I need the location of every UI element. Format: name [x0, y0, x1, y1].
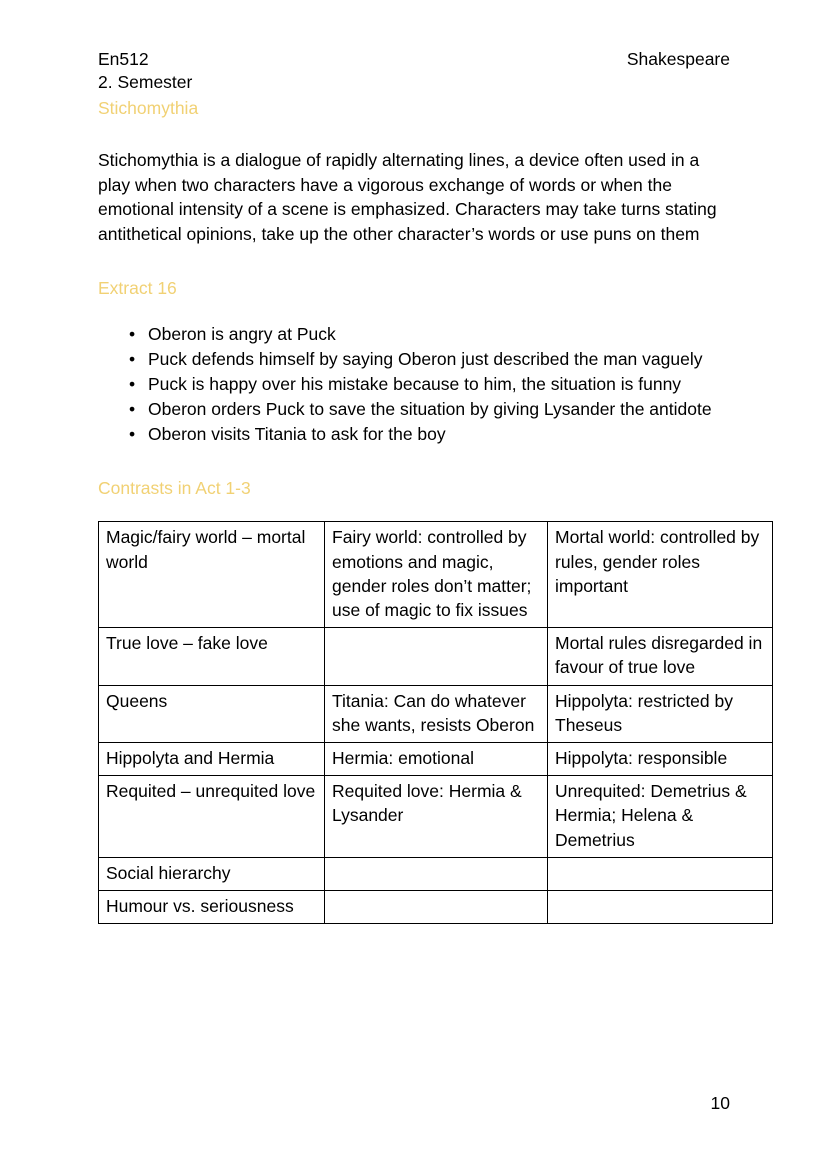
- table-cell-theme: Magic/fairy world – mortal world: [99, 522, 325, 628]
- extract-bullet-list: [98, 322, 730, 446]
- section-heading-extract: Extract 16: [98, 278, 177, 299]
- table-row: [99, 891, 773, 924]
- spacer: [98, 300, 730, 322]
- course-subject: Shakespeare: [626, 49, 730, 69]
- table-cell-fairy: [325, 891, 548, 924]
- section-heading-stichomythia: Stichomythia: [98, 98, 199, 118]
- list-item-text: Puck is happy over his mistake because to him, the situation is funny: [148, 373, 682, 394]
- list-item-text: Oberon visits Titania to ask for the boy: [148, 423, 446, 444]
- course-code: En512: [98, 49, 149, 69]
- table-cell-theme: Humour vs. seriousness: [99, 891, 325, 924]
- table-cell-theme: True love – fake love: [99, 628, 325, 685]
- table-row: [99, 776, 773, 858]
- list-item: [98, 322, 730, 347]
- contrasts-table: [98, 521, 773, 924]
- table-cell-fairy: Titania: Can do whatever she wants, resists Oberon: [325, 685, 548, 742]
- spacer: [98, 446, 730, 477]
- page-number: 10: [710, 1093, 730, 1113]
- table-cell-fairy: Fairy world: controlled by emotions and magic, gender roles don’t matter; use of magic to fix issues: [325, 522, 548, 628]
- table-cell-mortal: Mortal rules disregarded in favour of true love: [548, 628, 773, 685]
- stichomythia-paragraph: Stichomythia is a dialogue of rapidly alternating lines, a device often used in a play when two characters have a vigorous exchange of words or when the emotional intensity of a scene is emphasized. Characters may take turns stating antithetical opinions, take up the other character’s words or use puns on them: [98, 150, 717, 244]
- table-cell-mortal: [548, 857, 773, 890]
- table-row: [99, 522, 773, 628]
- spacer: [98, 120, 730, 148]
- table-cell-theme: Social hierarchy: [99, 857, 325, 890]
- bullet-icon: •: [129, 324, 136, 345]
- table-cell-fairy: [325, 857, 548, 890]
- table-cell-mortal: Hippolyta: restricted by Theseus: [548, 685, 773, 742]
- table-cell-fairy: [325, 628, 548, 685]
- table-cell-mortal: Mortal world: controlled by rules, gender roles important: [548, 522, 773, 628]
- bullet-icon: •: [129, 373, 136, 394]
- spacer: [98, 246, 730, 277]
- section-heading-contrasts: Contrasts in Act 1-3: [98, 478, 251, 499]
- table-row: [99, 857, 773, 890]
- list-item: [98, 397, 730, 422]
- table-cell-theme: Queens: [99, 685, 325, 742]
- list-item-text: Puck defends himself by saying Oberon just described the man vaguely: [148, 349, 703, 370]
- course-line: [98, 48, 730, 71]
- list-item-text: Oberon is angry at Puck: [148, 324, 336, 345]
- bullet-icon: •: [129, 398, 136, 419]
- list-item-text: Oberon orders Puck to save the situation by giving Lysander the antidote: [148, 398, 712, 419]
- semester-label: 2. Semester: [98, 72, 193, 92]
- table-cell-theme: Requited – unrequited love: [99, 776, 325, 858]
- table-cell-fairy: Requited love: Hermia & Lysander: [325, 776, 548, 858]
- table-cell-mortal: [548, 891, 773, 924]
- table-cell-fairy: Hermia: emotional: [325, 742, 548, 775]
- list-item: [98, 422, 730, 447]
- list-item: [98, 347, 730, 372]
- table-cell-theme: Hippolyta and Hermia: [99, 742, 325, 775]
- table-row: [99, 685, 773, 742]
- page-content: [98, 48, 763, 924]
- table-row: [99, 628, 773, 685]
- table-cell-mortal: Hippolyta: responsible: [548, 742, 773, 775]
- document-header: [98, 48, 730, 94]
- spacer: [98, 500, 730, 521]
- table-row: [99, 742, 773, 775]
- bullet-icon: •: [129, 349, 136, 370]
- table-cell-mortal: Unrequited: Demetrius & Hermia; Helena & Demetrius: [548, 776, 773, 858]
- list-item: [98, 372, 730, 397]
- bullet-icon: •: [129, 423, 136, 444]
